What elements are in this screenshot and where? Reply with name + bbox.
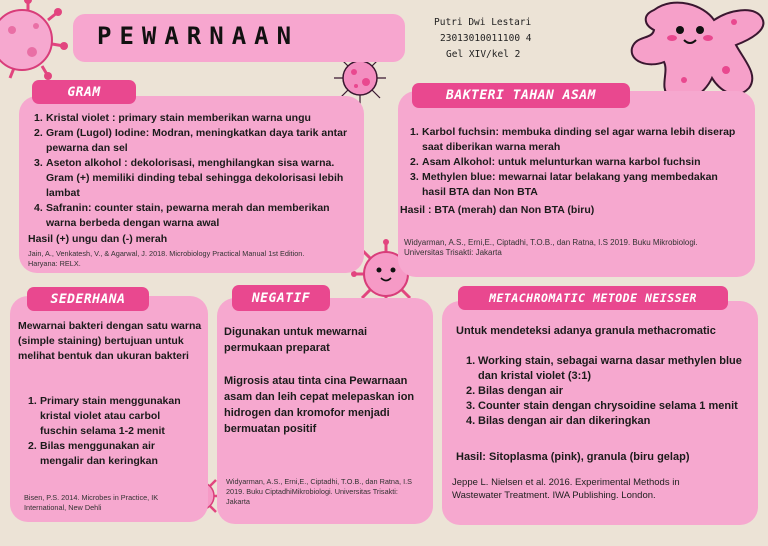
negatif-reference: Widyarman, A.S., Erni,E., Ciptadhi, T.O.B., dan Ratna, I.S 2019. Buku CiptadhiMikrobiologi. Universitas Trisakti: Jakarta <box>226 477 413 506</box>
neisser-label: METACHROMATIC METODE NEISSER <box>458 286 728 310</box>
bta-list <box>410 125 736 200</box>
gram-label: GRAM <box>32 80 136 104</box>
author-id: 23013010011100 4 <box>440 33 532 44</box>
list-item: 2. Bilas dengan air <box>466 385 563 397</box>
neisser-intro: Untuk mendeteksi adanya granula methacromatic <box>456 325 716 337</box>
author-name: Putri Dwi Lestari <box>434 17 532 28</box>
list-item: 1. Kristal violet : primary stain memberikan warna ungu <box>34 112 311 124</box>
list-item: 3. Aseton alkohol : dekolorisasi, menghilangkan sisa warna. Gram (+) memiliki dinding tebal sehingga dekolorisasi lebih lambat <box>34 157 344 199</box>
list-item: 4. Bilas dengan air dan dikeringkan <box>466 415 651 427</box>
page-title: PEWARNAAN <box>97 22 300 50</box>
list-item: 2. Gram (Lugol) Iodine: Modran, meningkatkan daya tarik antar pewarna dan sel <box>34 127 348 154</box>
bta-label: BAKTERI TAHAN ASAM <box>412 83 630 108</box>
gram-list <box>34 111 356 231</box>
list-item: 4. Safranin: counter stain, pewarna merah dan memberikan warna berbeda dengan warna awal <box>34 202 330 229</box>
list-item: 2. Asam Alkohol: untuk melunturkan warna karbol fuchsin <box>410 156 701 168</box>
negatif-para2: Migrosis atau tinta cina Pewarnaan asam dan leih cepat melepaskan ion hidrogen dan kromofor menjadi bermuatan positif <box>224 375 415 435</box>
list-item: 1. Working stain, sebagai warna dasar methylen blue dan kristal violet (3:1) <box>466 355 742 382</box>
virus-top-left-icon <box>0 0 70 80</box>
negatif-para1: Digunakan untuk mewarnai permukaan preparat <box>224 326 368 354</box>
neisser-result: Hasil: Sitoplasma (pink), granula (biru gelap) <box>456 451 690 463</box>
list-item: 1. Karbol fuchsin: membuka dinding sel agar warna lebih diserap saat diberikan warna merah <box>410 126 736 153</box>
neisser-list <box>466 354 752 429</box>
author-class: Gel XIV/kel 2 <box>446 49 521 60</box>
gram-reference: Jain, A., Venkatesh, V., & Agarwal, J. 2018. Microbiology Practical Manual 1st Edition. Haryana: RELX. <box>28 249 305 268</box>
gram-result: Hasil (+) ungu dan (-) merah <box>28 233 168 245</box>
bta-result: Hasil : BTA (merah) dan Non BTA (biru) <box>400 204 595 216</box>
list-item: 3. Counter stain dengan chrysoidine selama 1 menit <box>466 400 738 412</box>
sederhana-list <box>28 394 196 469</box>
negatif-label: NEGATIF <box>232 285 330 311</box>
sederhana-label: SEDERHANA <box>27 287 149 311</box>
sederhana-intro: Mewarnai bakteri dengan satu warna (simple staining) bertujuan untuk melihat bentuk dan ukuran bakteri <box>18 320 202 362</box>
list-item: 3. Methylen blue: mewarnai latar belakang yang membedakan hasil BTA dan Non BTA <box>410 171 718 198</box>
bta-reference: Widyarman, A.S., Erni,E., Ciptadhi, T.O.B., dan Ratna, I.S 2019. Buku Mikrobiologi. Universitas Trisakti: Jakarta <box>404 238 698 257</box>
sederhana-reference: Bisen, P.S. 2014. Microbes in Practice, IK International, New Dehli <box>24 493 159 512</box>
list-item: 1. Primary stain menggunakan kristal violet atau carbol fuschin selama 1-2 menit <box>28 395 181 437</box>
neisser-reference: Jeppe L. Nielsen et al. 2016. Experimental Methods in Wastewater Treatment. IWA Publishing. London. <box>452 477 680 501</box>
list-item: 2. Bilas menggunakan air mengalir dan keringkan <box>28 440 158 467</box>
